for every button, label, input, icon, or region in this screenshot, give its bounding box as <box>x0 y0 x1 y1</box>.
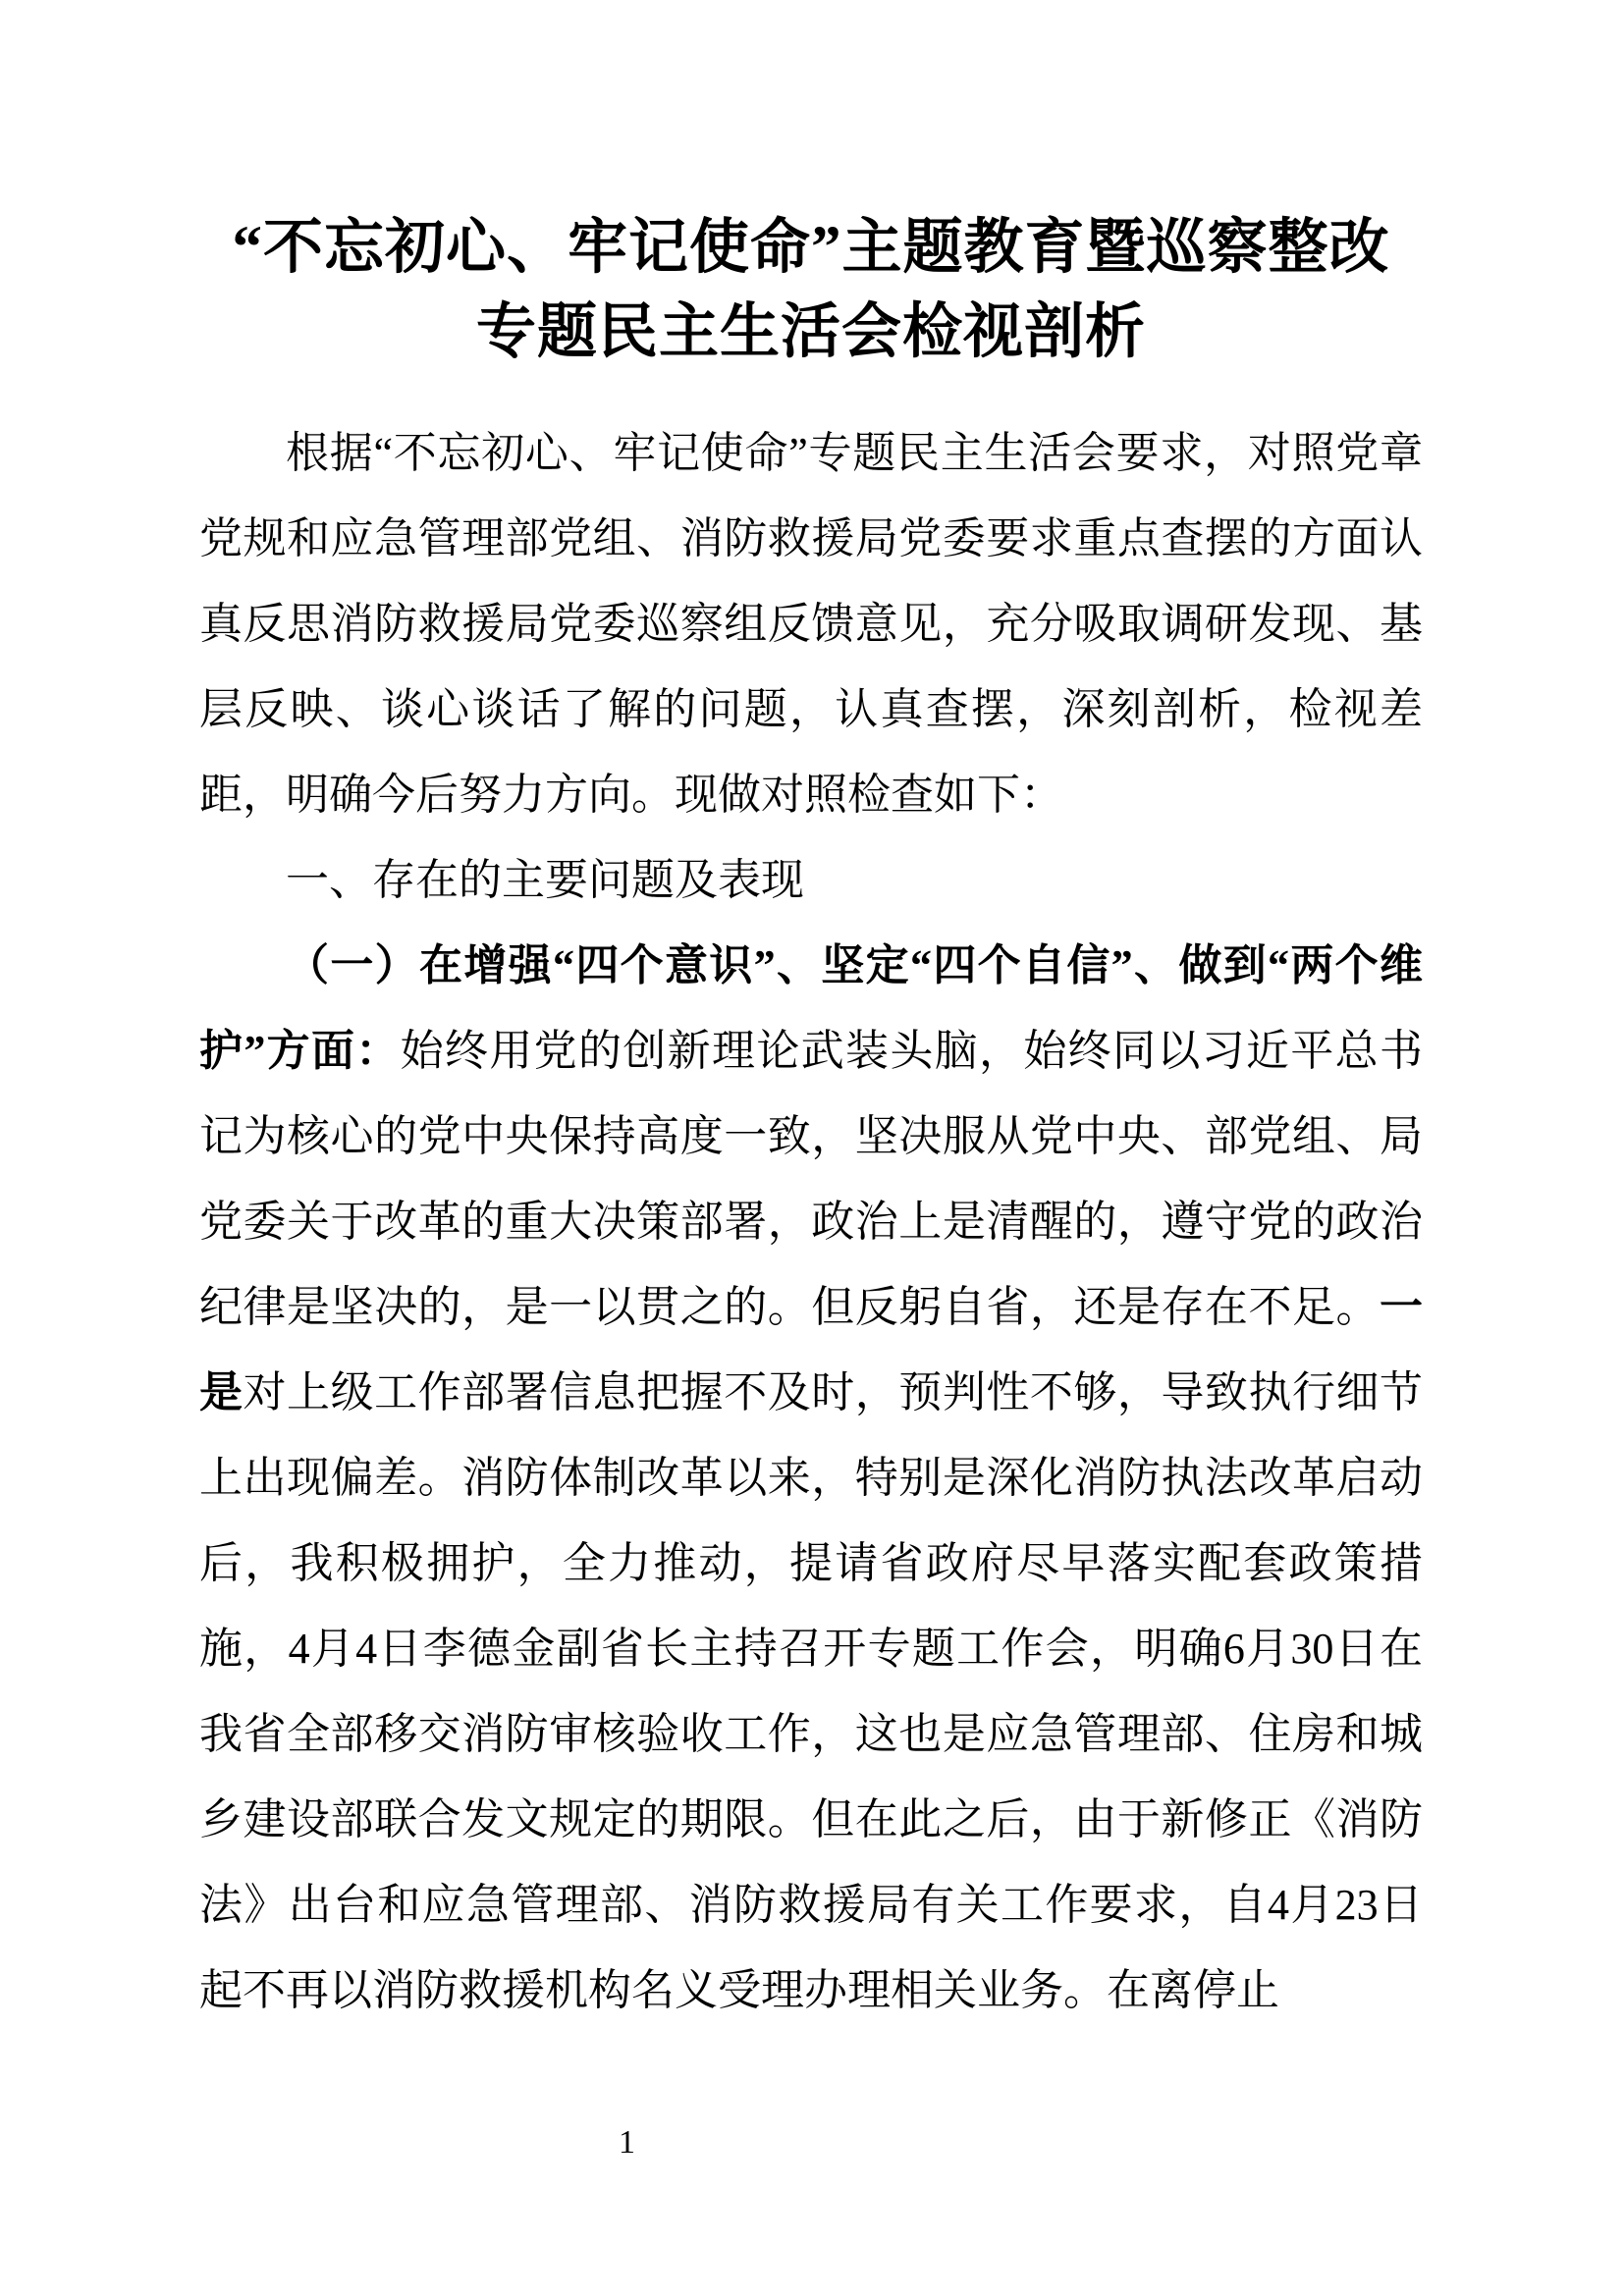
document-title <box>199 206 1423 375</box>
document-body <box>199 410 1423 2033</box>
page-number: 1 <box>619 2124 635 2161</box>
paragraph-subsection-one <box>199 923 1423 2033</box>
document-title-line-2: 专题民主生活会检视剖析 <box>475 299 1146 365</box>
bold-text-run: （一）在增强“四个意识”、坚定“四个自信”、做到“两个维护”方面： <box>199 941 1423 1075</box>
text-run: 始终用党的创新理论武装头脑，始终同以习近平总书记为核心的党中央保持高度一致，坚决服从党中央、部党组、局党委关于改革的重大决策部署，政治上是清醒的，遵守党的政治纪律是坚决的，是一以贯之的。但反躬自省，还是存在不足。 <box>199 1027 1424 1331</box>
document-title-line-1: “不忘初心、牢记使命”主题教育暨巡察整改 <box>232 215 1390 281</box>
text-run: 根据“不忘初心、牢记使命”专题民主生活会要求，对照党章党规和应急管理部党组、消防救援局党委要求重点查摆的方面认真反思消防救援局党委巡察组反馈意见，充分吸取调研发现、基层反映、谈心谈话了解的问题，认真查摆，深刻剖析，检视差距，明确今后努力方向。现做对照检查如下： <box>199 429 1423 819</box>
bold-text-run: 一是 <box>199 1283 1423 1416</box>
document-content <box>0 206 1624 2033</box>
paragraph-intro <box>199 410 1423 837</box>
paragraph-section-heading <box>199 837 1423 923</box>
text-run: 对上级工作部署信息把握不及时，预判性不够，导致执行细节上出现偏差。消防体制改革以来，特别是深化消防执法改革启动后，我积极拥护，全力推动，提请省政府尽早落实配套政策措施，4月4日李德金副省长主持召开专题工作会，明确6月30日在我省全部移交消防审核验收工作，这也是应急管理部、住房和城乡建设部联合发文规定的期限。但在此之后，由于新修正《消防法》出台和应急管理部、消防救援局有关工作要求，自4月23日起不再以消防救援机构名义受理办理相关业务。在离停止 <box>199 1368 1424 2014</box>
text-run: 一、存在的主要问题及表现 <box>286 856 804 904</box>
